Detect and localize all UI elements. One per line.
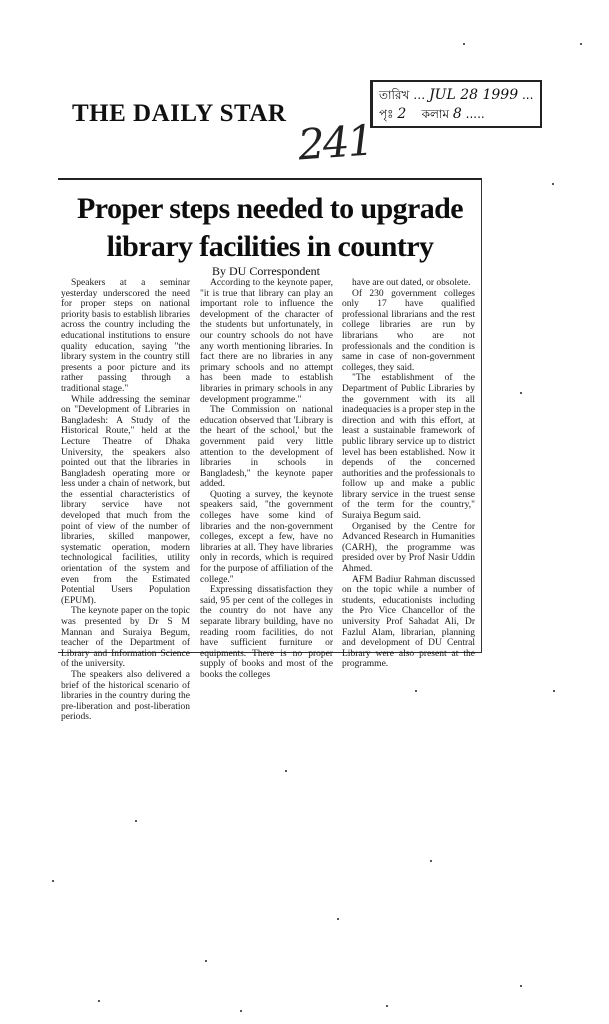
scan-speck [415,690,417,692]
date-stamp [370,80,542,128]
paragraph: "The establishment of the Department of Public Libraries by the government with its all inadequacies is a proper step in the direction and with this effort, at least a sustainable framework of public library service up to district level has been established. Now it depends of the concerned authorities and the professionals to follow up and make a public library service in the truest sense of the term for the country," Suraiya Begum said. [342,373,475,522]
paragraph: Speakers at a seminar yesterday underscored the need for proper steps on national priority basis to establish libraries across the country including the educational institutions to ensure quality education, saying "the library system in the country still presents a poor picture and its rather passing through a traditional stage." [61,278,190,394]
stamp-date-value: JUL 28 1999 [429,87,519,103]
article-column-1 [61,278,190,723]
scan-speck [285,770,287,772]
paragraph: have are out dated, or obsolete. [352,278,471,288]
scan-speck [580,43,582,45]
article-column-2 [200,278,333,681]
scan-speck [240,1010,242,1012]
article-headline: Proper steps needed to upgrade library facilities in country [77,192,463,263]
stamp-column-label: কলাম [421,107,450,121]
paragraph: The keynote paper on the topic was presented by Dr S M Mannan and Suraiya Begum, teacher of the Department of Library and Information Science of the university. [61,606,190,670]
paragraph: While addressing the seminar on "Development of Libraries in Bangladesh: A Study of the Historical Route," held at the Lecture Theatre of Dhaka University, the speakers also pointed out that the libraries in Bangladesh operating more or less under a chain of network, but the essential characteristics of library service have not developed that much from the point of view of the number of libraries, skilled manpower, systematic operation, modern technological facilities, utility orientation of the system and even from the Estimated Potential Users Population (EPUM). [61,394,190,606]
paragraph: Quoting a survey, the keynote speakers said, "the government colleges have some kind of libraries and the non-government colleges, except a few, have no libraries at all. They have libraries only in records, which is required for the purpose of affiliation of the college." [200,489,333,585]
stamp-date-label: তারিখ [379,88,410,102]
paragraph: Organised by the Centre for Advanced Research in Humanities (CARH), the programme was presided over by Prof Nasir Uddin Ahmed. [342,521,475,575]
scan-speck [135,820,137,822]
scan-speck [98,1000,100,1002]
scan-speck [430,860,432,862]
scan-speck [552,183,554,185]
stamp-page-value: 2 [397,106,407,122]
article-column-3 [342,278,475,670]
scan-speck [463,43,465,45]
scan-speck [553,690,555,692]
stamp-page-row: পৃঃ 2 কলাম 8 ..... [379,106,485,122]
scan-speck [205,960,207,962]
scan-speck [337,918,339,920]
paragraph: AFM Badiur Rahman discussed on the topic while a number of students, educationists including the Pro Vice Chancellor of the university Prof Sahadat Ali, Dr Fazlul Alam, librarian, planning and development of DU Central Library were also present at the programme. [342,574,475,670]
stamp-date-row: তারিখ … JUL 28 1999 ... [379,87,534,103]
paragraph: Expressing dissatisfaction they said, 95 per cent of the colleges in the country do not have any separate library building, have no reading room facilities, do not have sufficient furniture or equipments. There is no proper supply of books and most of the books the colleges [200,585,333,680]
scan-speck [520,392,522,394]
paragraph: Of 230 government colleges only 17 have qualified professional librarians and the rest college libraries are run by librarians who are not professionals and the condition is same in case of non-government colleges, they said. [342,288,475,373]
newspaper-masthead: THE DAILY STAR [72,100,287,127]
scan-speck [520,985,522,987]
stamp-column-value: 8 [452,106,462,122]
paragraph: The speakers also delivered a brief of the historical scenario of libraries in the country during the pre-liberation and post-liberation periods. [61,669,190,723]
scan-speck [52,880,54,882]
paragraph: According to the keynote paper, "it is true that library can play an important role to influence the development of the character of the students but unfortunately, in our country schools do not have any worth mentioning libraries. In fact there are no libraries in any primary schools and no attempt has been made to establish libraries in primary schools in any development programme." [200,278,333,405]
scan-speck [386,1005,388,1007]
stamp-page-label: পৃঃ [379,107,394,121]
article-byline: By DU Correspondent [212,264,320,278]
handwritten-file-number: 241 [296,115,374,170]
paragraph: The Commission on national education observed that 'Library is the heart of the school,' but the government paid very little attention to the development of libraries in schools in Bangladesh," the keynote paper added. [200,405,333,490]
